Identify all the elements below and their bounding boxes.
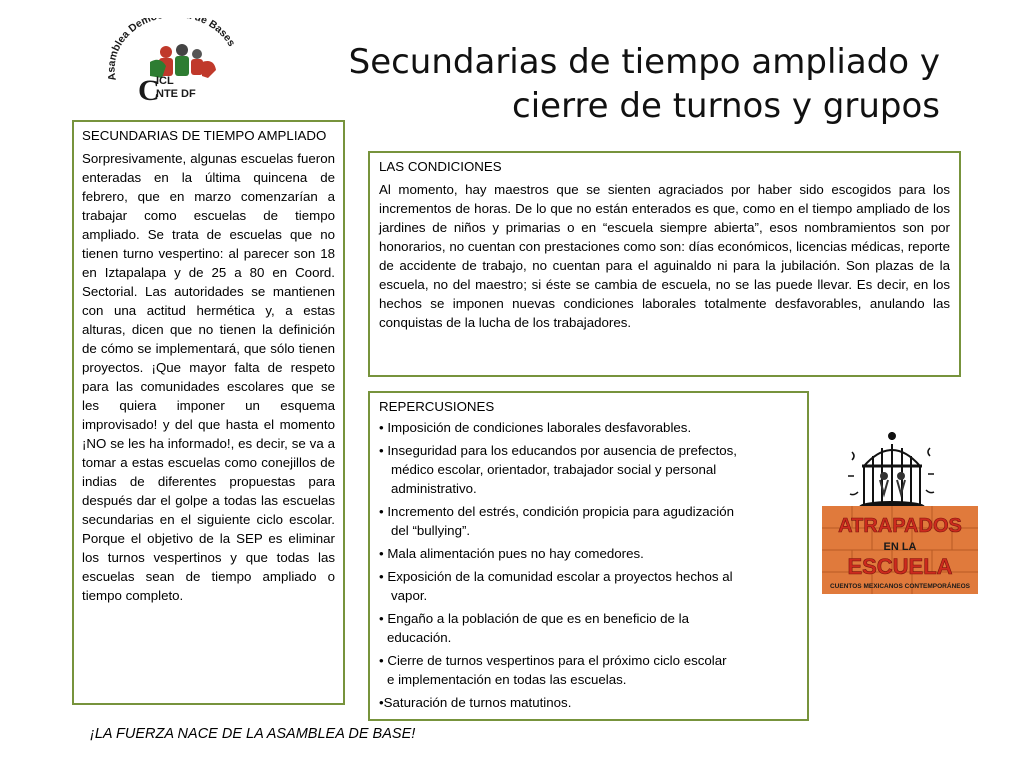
list-item-text: Exposición de la comunidad escolar a proyectos hechos al — [387, 569, 733, 584]
tiempo-ampliado-box — [72, 120, 345, 705]
logo-people-illustration — [150, 44, 216, 78]
list-item-text: Saturación de turnos matutinos. — [383, 695, 572, 710]
list-item-text: Cierre de turnos vespertinos para el próximo ciclo escolar — [387, 653, 727, 668]
atrapados-graphic — [822, 430, 978, 594]
list-item-text: Inseguridad para los educandos por ausencia de prefectos, — [387, 443, 738, 458]
art-title-line3: ESCUELA — [847, 554, 953, 579]
bullet-icon: • — [379, 611, 388, 626]
logo-arc-textpath: Asamblea Dem e Bases — [105, 18, 238, 82]
list-item-continuation: educación. — [387, 630, 452, 645]
condiciones-box — [368, 151, 961, 377]
list-item-continuation: médico escolar, orientador, trabajador social y personal administrativo. — [391, 462, 717, 496]
condiciones-heading: LAS CONDICIONES — [379, 159, 502, 174]
logo-initial: C — [138, 74, 160, 107]
list-item — [379, 693, 798, 712]
bullet-icon: • — [379, 695, 384, 710]
art-subtitle: CUENTOS MEXICANOS CONTEMPORÁNEOS — [829, 583, 971, 590]
list-item — [379, 418, 798, 437]
repercusiones-heading: REPERCUSIONES — [379, 399, 495, 414]
tiempo-ampliado-body: Sorpresivamente, algunas escuelas fueron enteradas en la última quincena de febrero, que en marzo comenzarían a trabajar como escuelas de tiempo ampliado. Se trata de escuelas que no tienen turno vespertino: al parecer son 18 en Iztapalapa y de 25 a 80 en Coord. Sectorial. Las autoridades se mantienen con una actitud hermética y, a estas alturas, dicen que no tienen la definición de cómo se implementará, que sólo tienen proyectos. ¡Que mayor falta de respeto para las comunidades escolares que se les quiera imponer un esquema improvisado! y del que hasta el momento ¡NO se les ha informado!, es decir, se va a tomar a estas escuelas como conejillos de indias de diferentes propuestas para después dar el golpe a todas las escuelas secundarias en el siguiente ciclo escolar. Porque el objetivo de la SEP es eliminar los turnos vespertinos y que todas las escuelas sean de tiempo ampliado o tiempo completo. — [82, 151, 335, 603]
repercusiones-list — [379, 418, 798, 712]
list-item-continuation: del “bullying”. — [391, 523, 471, 538]
slide-title-line2: cierre de turnos y grupos — [512, 86, 940, 126]
list-item — [379, 609, 798, 647]
bullet-icon: • — [379, 546, 388, 561]
list-item — [379, 502, 798, 540]
repercusiones-box — [368, 391, 809, 721]
art-title-line1: ATRAPADOS — [838, 515, 962, 537]
logo-text-line1: ICL — [156, 75, 174, 87]
list-item-continuation: e implementación en todas las escuelas. — [387, 672, 627, 687]
bullet-icon: • — [379, 420, 388, 435]
bullet-icon: • — [379, 443, 388, 458]
logo-graphic — [104, 18, 244, 108]
bullet-icon: • — [379, 504, 388, 519]
list-item-continuation: vapor. — [391, 588, 428, 603]
birdcage-icon — [848, 432, 934, 512]
tiempo-ampliado-heading: SECUNDARIAS DE TIEMPO AMPLIADO — [82, 128, 327, 143]
list-item-text: Imposición de condiciones laborales desfavorables. — [387, 420, 692, 435]
list-item-text: Incremento del estrés, condición propicia para agudización — [387, 504, 735, 519]
list-item-text: Mala alimentación pues no hay comedores. — [387, 546, 644, 561]
slide-title — [340, 40, 940, 128]
bullet-icon: • — [379, 653, 388, 668]
list-item — [379, 651, 798, 689]
atrapados-artwork — [822, 430, 978, 594]
condiciones-body: Al momento, hay maestros que se sienten agraciados por haber sido escogidos para los incrementos de horas. De lo que no están enterados es que, como en el tiempo ampliado de los jardines de niños y primarias o en “escuela siempre abierta”, esos nombramientos son por honorarios, no cuentan con prestaciones como son: días económicos, licencias médicas, reporte de accidente de trabajo, no cuentan para el aguinaldo ni para la jubilación. Son plazas de la escuela, no del maestro; si éste se cambia de escuela, no se las puede llevar. Es decir, en los hechos se imponen nuevas condiciones laborales totalmente desfavorables, anulando las conquistas de la lucha de los trabajadores. — [379, 182, 950, 330]
logo-text-line2: NTE DF — [156, 88, 196, 100]
list-item — [379, 441, 798, 498]
list-item-text: Engaño a la población de que es en beneficio de la — [387, 611, 689, 626]
art-title-line2: EN LA — [883, 541, 917, 553]
list-item — [379, 567, 798, 605]
slide-title-line1: Secundarias de tiempo ampliado y — [348, 42, 940, 82]
bullet-icon: • — [379, 569, 388, 584]
assembly-logo — [104, 18, 244, 108]
footer-slogan: ¡LA FUERZA NACE DE LA ASAMBLEA DE BASE! — [90, 726, 416, 742]
list-item — [379, 544, 798, 563]
